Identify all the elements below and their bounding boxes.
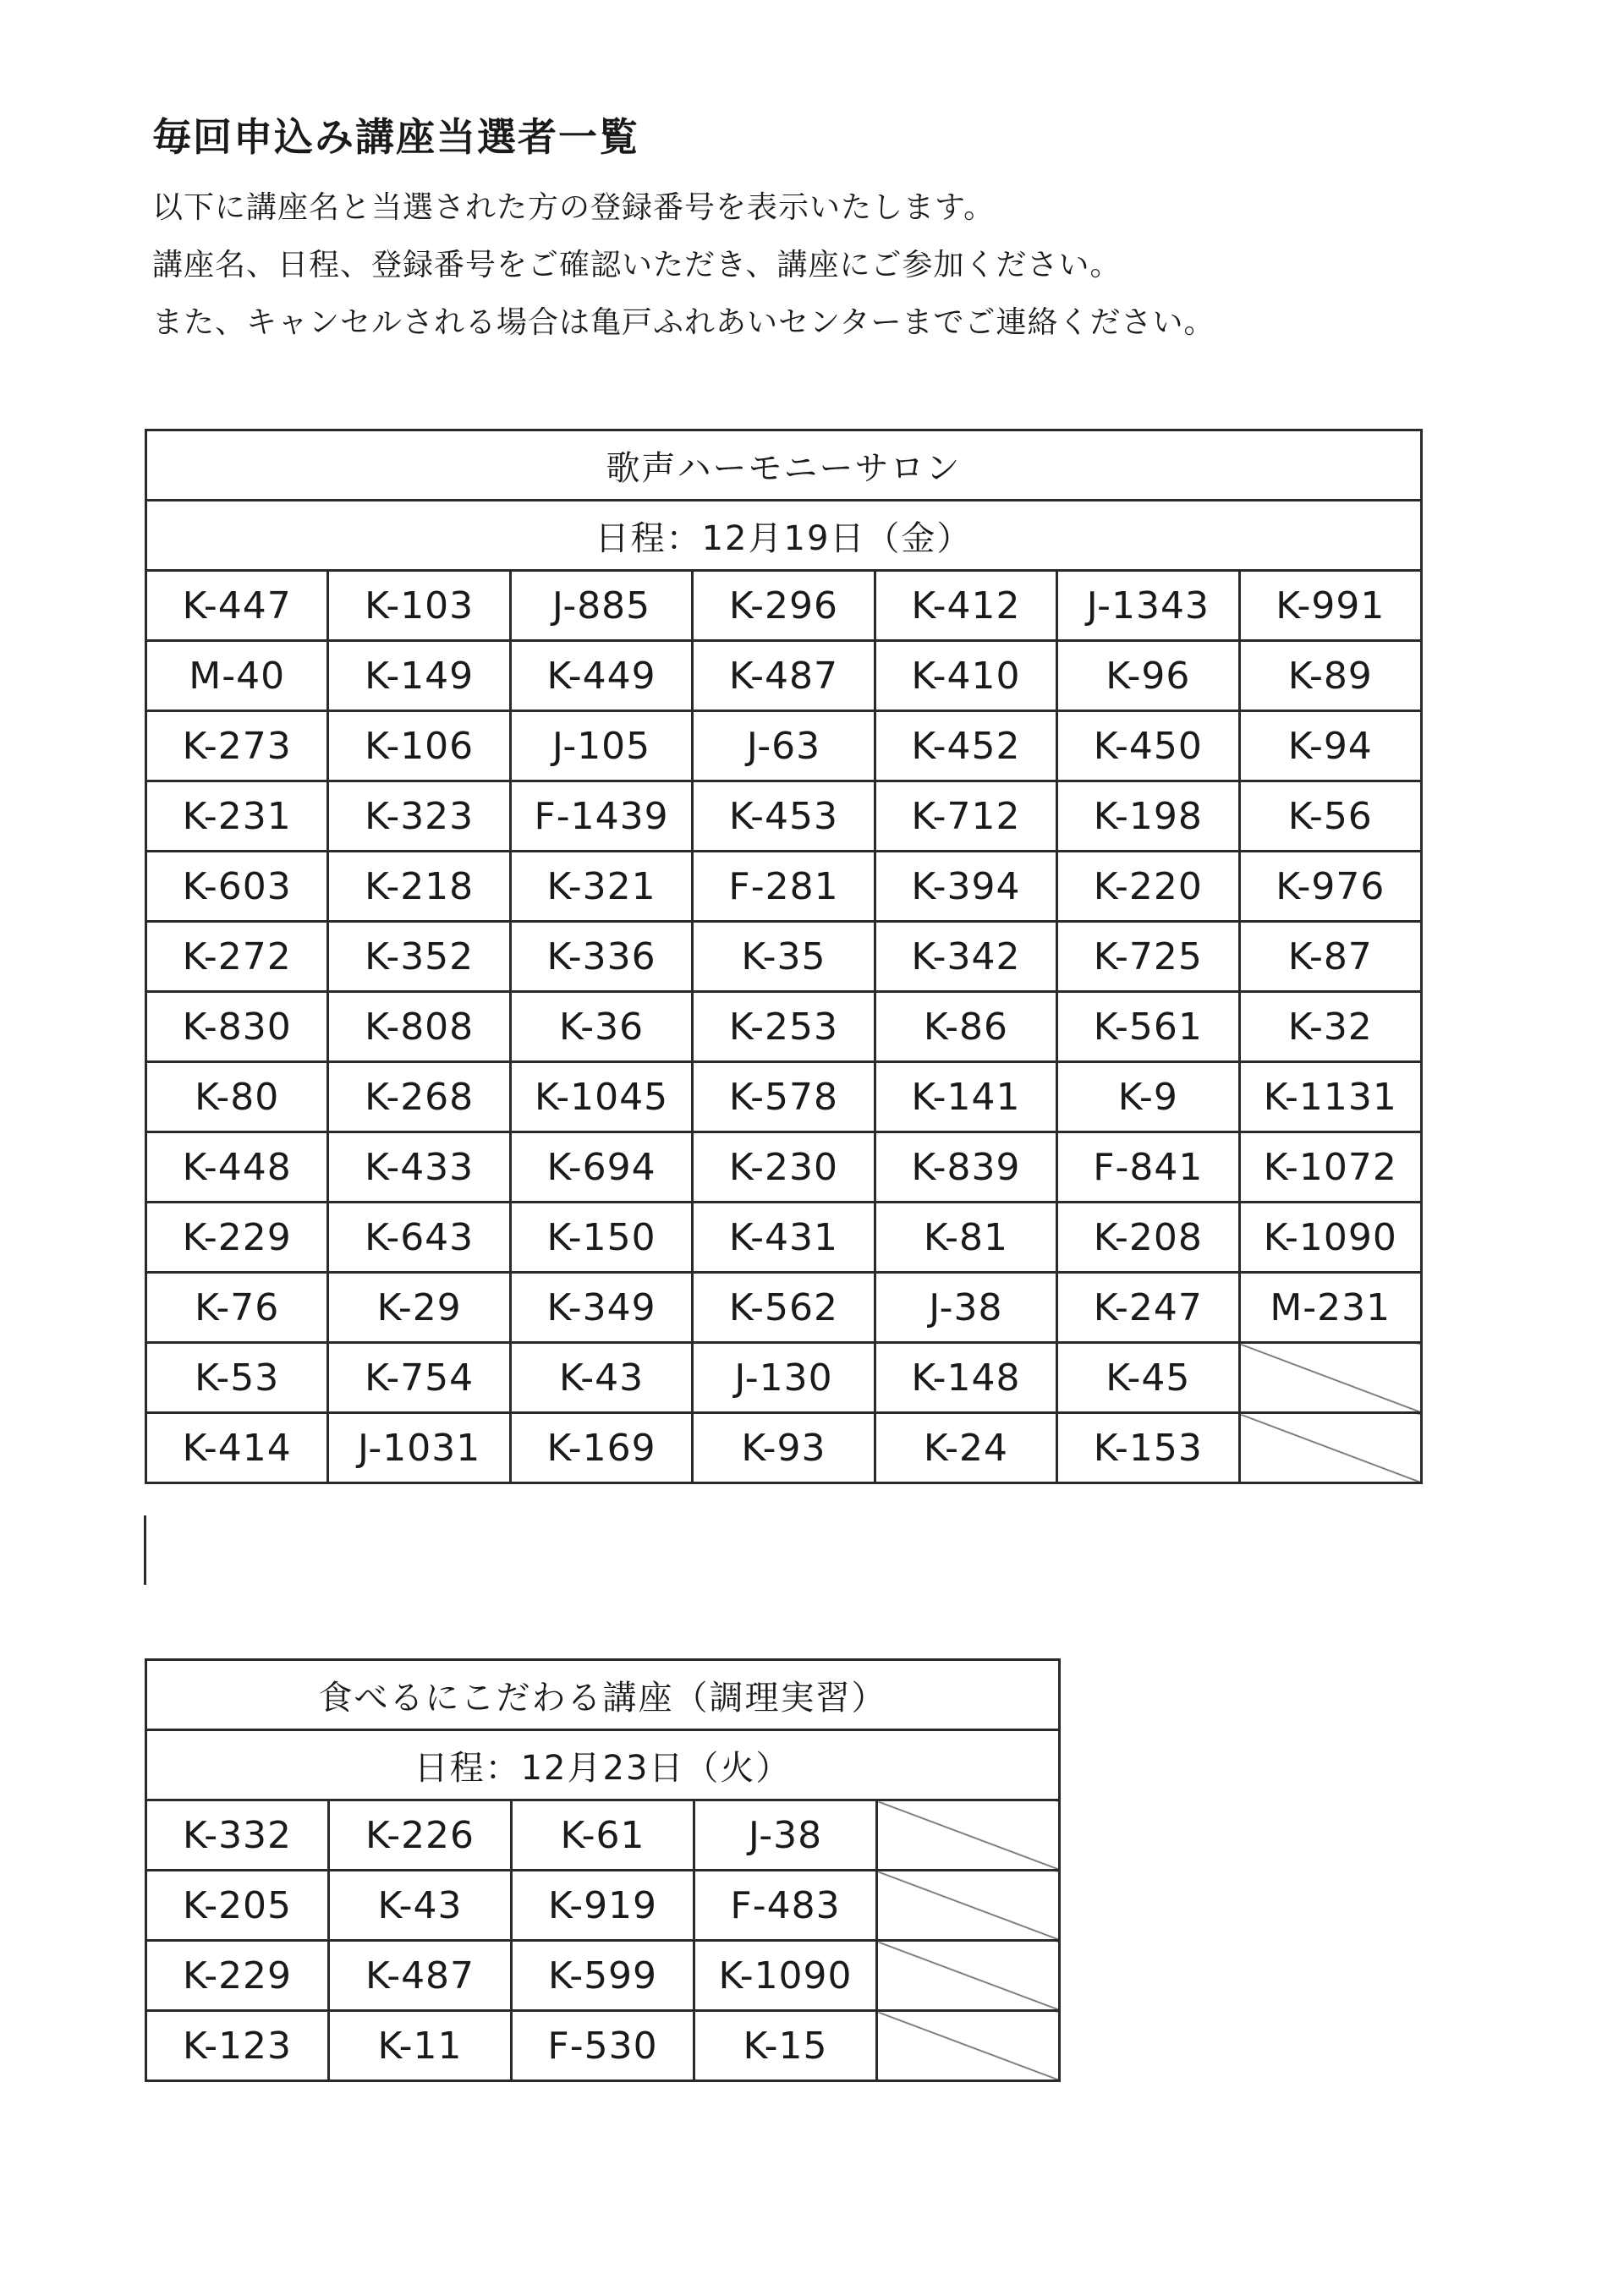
registration-number: K-452 [875, 711, 1056, 781]
registration-number: J-63 [693, 711, 875, 781]
registration-number: K-412 [875, 571, 1056, 641]
registration-number: K-561 [1057, 992, 1239, 1062]
intro-line: また、キャンセルされる場合は亀戸ふれあいセンターまでご連絡ください。 [152, 305, 1215, 340]
registration-number: K-694 [510, 1132, 692, 1203]
table-row [146, 711, 1422, 781]
course-schedule: 日程：12月23日（火） [146, 1730, 1060, 1800]
registration-number: K-229 [146, 1941, 329, 2011]
registration-number: K-599 [512, 1941, 694, 2011]
registration-number: J-38 [694, 1800, 877, 1871]
registration-number: K-56 [1239, 781, 1421, 852]
registration-number: J-885 [510, 571, 692, 641]
registration-number: K-15 [694, 2011, 877, 2081]
registration-number: K-991 [1239, 571, 1421, 641]
empty-cell [877, 1800, 1060, 1871]
registration-number: K-725 [1057, 922, 1239, 992]
registration-number: J-1031 [328, 1413, 510, 1483]
registration-number: K-414 [146, 1413, 328, 1483]
registration-number: K-272 [146, 922, 328, 992]
registration-number: M-40 [146, 641, 328, 711]
registration-number: K-123 [146, 2011, 329, 2081]
registration-number: K-394 [875, 852, 1056, 922]
registration-number: K-89 [1239, 641, 1421, 711]
registration-number: K-410 [875, 641, 1056, 711]
course-name: 食べるにこだわる講座（調理実習） [146, 1660, 1060, 1730]
registration-number: K-448 [146, 1132, 328, 1203]
registration-number: K-32 [1239, 992, 1421, 1062]
course-name: 歌声ハーモニーサロン [146, 430, 1422, 501]
registration-number: K-323 [328, 781, 510, 852]
registration-number: K-45 [1057, 1343, 1239, 1413]
registration-number: K-839 [875, 1132, 1056, 1203]
registration-number: K-153 [1057, 1413, 1239, 1483]
registration-number: K-229 [146, 1203, 328, 1273]
registration-number: K-447 [146, 571, 328, 641]
registration-number: K-9 [1057, 1062, 1239, 1132]
registration-number: K-61 [512, 1800, 694, 1871]
registration-number: K-87 [1239, 922, 1421, 992]
table-row [146, 781, 1422, 852]
empty-cell [877, 2011, 1060, 2081]
registration-number: K-253 [693, 992, 875, 1062]
registration-number: K-433 [328, 1132, 510, 1203]
registration-number: K-169 [510, 1413, 692, 1483]
course-table-singing-salon [145, 429, 1423, 1484]
registration-number: K-1090 [694, 1941, 877, 2011]
table-row [146, 1273, 1422, 1343]
registration-number: K-96 [1057, 641, 1239, 711]
registration-number: K-453 [693, 781, 875, 852]
registration-number: K-150 [510, 1203, 692, 1273]
registration-number: J-38 [875, 1273, 1056, 1343]
registration-number: K-106 [328, 711, 510, 781]
registration-number: K-205 [146, 1871, 329, 1941]
registration-number: K-11 [329, 2011, 512, 2081]
registration-number: K-103 [328, 571, 510, 641]
registration-number: K-603 [146, 852, 328, 922]
table-row [146, 922, 1422, 992]
table-row [146, 1800, 1060, 1871]
registration-number: K-487 [693, 641, 875, 711]
page-title: 毎回申込み講座当選者一覧 [152, 113, 639, 160]
registration-number: K-273 [146, 711, 328, 781]
registration-number: K-148 [875, 1343, 1056, 1413]
registration-number: K-35 [693, 922, 875, 992]
registration-number: J-1343 [1057, 571, 1239, 641]
registration-number: K-24 [875, 1413, 1056, 1483]
registration-number: K-976 [1239, 852, 1421, 922]
registration-number: K-208 [1057, 1203, 1239, 1273]
empty-cell [877, 1941, 1060, 2011]
registration-number: K-43 [329, 1871, 512, 1941]
table-row [146, 1203, 1422, 1273]
table-row [146, 571, 1422, 641]
table-row [146, 1941, 1060, 2011]
registration-number: K-296 [693, 571, 875, 641]
registration-number: F-281 [693, 852, 875, 922]
registration-number: K-487 [329, 1941, 512, 2011]
registration-number: K-94 [1239, 711, 1421, 781]
registration-number: K-754 [328, 1343, 510, 1413]
registration-number: K-86 [875, 992, 1056, 1062]
empty-cell [877, 1871, 1060, 1941]
registration-number: K-76 [146, 1273, 328, 1343]
registration-number: K-218 [328, 852, 510, 922]
registration-number: K-36 [510, 992, 692, 1062]
registration-number: K-231 [146, 781, 328, 852]
registration-number: K-431 [693, 1203, 875, 1273]
registration-number: K-450 [1057, 711, 1239, 781]
registration-number: K-81 [875, 1203, 1056, 1273]
registration-number: K-53 [146, 1343, 328, 1413]
registration-number: K-1090 [1239, 1203, 1421, 1273]
empty-cell [1239, 1413, 1421, 1483]
registration-number: K-230 [693, 1132, 875, 1203]
registration-number: K-808 [328, 992, 510, 1062]
table-row [146, 1132, 1422, 1203]
registration-number: K-336 [510, 922, 692, 992]
registration-number: K-321 [510, 852, 692, 922]
registration-number: K-198 [1057, 781, 1239, 852]
table-row [146, 992, 1422, 1062]
registration-number: K-830 [146, 992, 328, 1062]
table-row [146, 1871, 1060, 1941]
table-row [146, 641, 1422, 711]
course-table-cooking-class [145, 1658, 1061, 2082]
registration-number: K-562 [693, 1273, 875, 1343]
table-row [146, 1413, 1422, 1483]
registration-number: K-449 [510, 641, 692, 711]
table-row [146, 852, 1422, 922]
registration-number: K-919 [512, 1871, 694, 1941]
registration-number: K-349 [510, 1273, 692, 1343]
registration-number: K-342 [875, 922, 1056, 992]
registration-number: K-141 [875, 1062, 1056, 1132]
registration-number: K-268 [328, 1062, 510, 1132]
registration-number: F-841 [1057, 1132, 1239, 1203]
registration-number: K-149 [328, 641, 510, 711]
table-row [146, 2011, 1060, 2081]
registration-number: K-220 [1057, 852, 1239, 922]
registration-number: K-29 [328, 1273, 510, 1343]
intro-line: 以下に講座名と当選された方の登録番号を表示いたします。 [152, 190, 996, 225]
registration-number: K-43 [510, 1343, 692, 1413]
registration-number: K-80 [146, 1062, 328, 1132]
registration-number: K-93 [693, 1413, 875, 1483]
registration-number: F-530 [512, 2011, 694, 2081]
registration-number: F-1439 [510, 781, 692, 852]
registration-number: K-352 [328, 922, 510, 992]
course-schedule: 日程：12月19日（金） [146, 501, 1422, 571]
registration-number: K-247 [1057, 1273, 1239, 1343]
registration-number: K-1072 [1239, 1132, 1421, 1203]
registration-number: M-231 [1239, 1273, 1421, 1343]
registration-number: K-643 [328, 1203, 510, 1273]
registration-number: K-578 [693, 1062, 875, 1132]
registration-number: J-130 [693, 1343, 875, 1413]
table-row [146, 1343, 1422, 1413]
intro-text [152, 179, 1215, 352]
registration-number: F-483 [694, 1871, 877, 1941]
registration-number: K-712 [875, 781, 1056, 852]
registration-number: K-1045 [510, 1062, 692, 1132]
table-row [146, 1062, 1422, 1132]
empty-cell [1239, 1343, 1421, 1413]
intro-line: 講座名、日程、登録番号をご確認いただき、講座にご参加ください。 [152, 248, 1122, 282]
registration-number: K-1131 [1239, 1062, 1421, 1132]
registration-number: K-332 [146, 1800, 329, 1871]
registration-number: K-226 [329, 1800, 512, 1871]
registration-number: J-105 [510, 711, 692, 781]
table-edge-line [144, 1515, 146, 1585]
